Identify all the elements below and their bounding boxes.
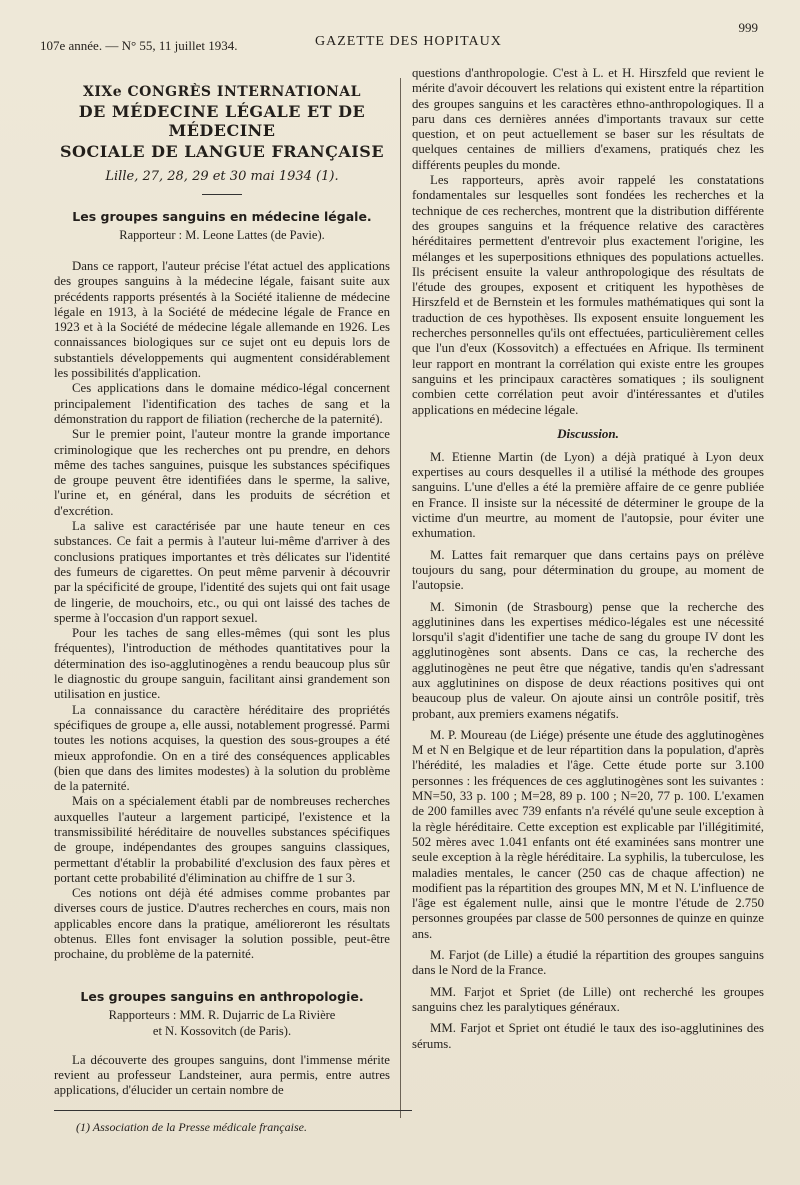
journal-title: GAZETTE DES HOPITAUX xyxy=(315,34,502,49)
page-header xyxy=(40,18,760,52)
paragraph: La salive est caractérisée par une haute teneur en ces substances. Ce fait a permis à l'auteur lui-même d'arriver à des conclusions pratiques importantes et très délicates sur l'identité des fumeurs de cigarettes. On peut même parvenir à découvrir par la spécificité de groupe, l'identité des sujets qui ont fait usage de lingerie, de mouchoirs, etc., ou qui ont laissé des taches de sperme à l'occasion d'un rapport sexuel. xyxy=(54,519,390,625)
paragraph: Les rapporteurs, après avoir rappelé les constatations fondamentales sur lesquelles sont fondées les recherches et la technique de ces recherches, montrent que la distribution différente des groupes sanguins et la fréquence relative des caractères héréditaires permettent d'entrevoir plus exactement l'origine, les mélanges et les superpositions ethniques des populations actuelles. Ils précisent ensuite la valeur anthropologique des résultats de l'étude des groupes, exposent et critiquent les hypothèses de Hirszfeld et de Bernstein et les formules mathématiques qui sont la traduction de ces hypothèses. Ils exposent ensuite longuement les recherches personnelles qu'ils ont effectuées, particulièrement celles que l'un d'eux (Kossovitch) a effectuées en Afrique. Ils terminent leur rapport en montrant la corrélation qui existe entre les groupes sanguins et les principaux caractères somatiques ; ils soulignent combien cette corrélation peut avoir d'intéressantes et d'utiles applications en médecine légale. xyxy=(412,173,764,417)
discussion-heading: Discussion. xyxy=(557,425,619,441)
title-separator xyxy=(202,194,242,195)
discussion-paragraph: MM. Farjot et Spriet (de Lille) ont recherché les groupes sanguins chez les paralytiques généraux. xyxy=(412,984,764,1014)
paragraph: Pour les taches de sang elles-mêmes (qui sont les plus fréquentes), l'introduction de méthodes quantitatives pour la détermination des iso-agglutinogènes a rendu beaucoup plus sûr le diagnostic du groupe sanguin, facilitant ainsi grandement son utilisation en justice. xyxy=(54,626,390,702)
paragraph: La connaissance du caractère héréditaire des propriétés spécifiques de groupe a, elle aussi, notablement progressé. Parmi toutes les notions acquises, la question des sous-groupes a été mieux approfondie. On en a tiré des conséquences applicables (bien que dans des limites modestes) à la solution du problème de la paternité. xyxy=(54,702,390,794)
paragraph: Sur le premier point, l'auteur montre la grande importance criminologique que les recherches ont pu prendre, en dehors même des taches sanguines, puisque les substances spécifiques de groupe peuvent être identifiées dans le sperme, la salive, l'urine et, en général, dans les produits de sécrétion et d'excrétion. xyxy=(54,427,390,518)
paragraph: La découverte des groupes sanguins, dont l'immense mérite revient au professeur Landsteiner, aura permis, entre autres applications, d'élucider un certain nombre de xyxy=(54,1052,390,1098)
section-title-anthropology: Les groupes sanguins en anthropologie. xyxy=(80,988,364,1004)
footnote: (1) Association de la Presse médicale française. xyxy=(76,1120,307,1134)
discussion-paragraph: MM. Farjot et Spriet ont étudié le taux des iso-agglutinines des sérums. xyxy=(412,1021,764,1051)
section-rapporteur-line-2: et N. Kossovitch (de Paris). xyxy=(152,1023,292,1038)
discussion-paragraph: M. Farjot (de Lille) a étudié la répartition des groupes sanguins dans le Nord de la France. xyxy=(412,948,764,978)
discussion-paragraph: M. Lattes fait remarquer que dans certains pays on prélève toujours du sang, pour détermination du groupe, au moment de l'autopsie. xyxy=(412,547,764,593)
discussion-paragraph: M. Simonin (de Strasbourg) pense que la recherche des agglutinines dans les expertises médico-légales est une nécessité lorsqu'il s'agit d'identifier une tache de sang du groupe IV dont les agglutinogènes sont absents. Dans ce cas, la recherche des agglutinogènes ne peut être que négative, tandis qu'en s'adressant aux agglutinines on dispose de deux réactions positives qui ont beaucoup plus de valeur. On ajoute ainsi un contrôle positif, très probant, aux premiers examens négatifs. xyxy=(412,599,764,721)
page-number: 999 xyxy=(738,20,758,35)
paragraph: Ces notions ont déjà été admises comme probantes par diverses cours de justice. D'autres recherches en cours, mais non applicables encore dans la pratique, amélioreront les résultats obtenus. Elles font envisager la solution possible, peut-être prochaine, du problème de la paternité. xyxy=(54,886,390,962)
congress-place-date: Lille, 27, 28, 29 et 30 mai 1934 (1). xyxy=(105,169,339,184)
discussion-paragraph: M. P. Moureau (de Liége) présente une étude des agglutinogènes M et N en Belgique et de leur répartition dans la population, d'après l'hérédité, les maladies et l'âge. Cette étude porte sur 3.100 personnes : les fréquences de ces agglutinogènes sont les suivantes : MN=50, 33 p. 100 ; M=28, 89 p. 100 ; N=20, 77 p. 100. L'examen de 200 familles avec 739 enfants n'a révélé qu'une seule exception à la règle héréditaire. Cette exception est explicable par l'illégitimité, 502 mères avec 1.041 enfants ont été examinées sans montrer une seule exception à la règle héréditaire. La syphilis, la tuberculose, les maladies mentales, le cancer (250 cas de chaque affection) ne modifient pas la répartition des groupes MN, M et N. L'influence de l'âge est également nulle, ainsi que le montre l'étude de 2.750 personnes groupées par classe de 500 personnes de quinze en quinze ans. xyxy=(412,727,764,941)
right-column xyxy=(412,66,764,1052)
left-column xyxy=(54,84,390,1099)
section-title-legal-medicine: Les groupes sanguins en médecine légale. xyxy=(72,209,372,224)
congress-title xyxy=(54,84,390,184)
paragraph: Ces applications dans le domaine médico-légal concernent principalement l'identification des taches de sang et la démonstration du rapport de filiation (recherche de la paternité). xyxy=(54,381,390,426)
section-rapporteur: Rapporteur : M. Leone Lattes (de Pavie). xyxy=(119,228,325,242)
column-divider xyxy=(400,78,401,1118)
paragraph: questions d'anthropologie. C'est à L. et H. Hirszfeld que revient le mérite d'avoir découvert les relations qui existent entre la répartition des groupes sanguins et les caractères ethno-anthropologiques. Il a paru dans ces dernières années d'importants travaux sur cette question, et on peut actuellement se baser sur les résultats de quelques centaines de milliers d'examens, pratiqués chez les différents peuples du monde. xyxy=(412,66,764,172)
title-line-2: DE MÉDECINE LÉGALE ET DE MÉDECINE xyxy=(78,102,366,140)
title-line-1: XIXe CONGRÈS INTERNATIONAL xyxy=(82,84,362,100)
title-line-3: SOCIALE DE LANGUE FRANÇAISE xyxy=(59,142,385,161)
discussion-paragraph: M. Etienne Martin (de Lyon) a déjà pratiqué à Lyon deux expertises au cours desquelles il a utilisé la méthode des groupes sanguins. L'une d'elles a été la première affaire de ce genre publiée en France. Il insiste sur la nécessité de déterminer le groupe de la victime d'un meurtre, au moment de l'autopsie, pour éviter une exhumation. xyxy=(412,449,764,541)
footnote-separator xyxy=(54,1110,412,1111)
issue-info: 107e année. — N° 55, 11 juillet 1934. xyxy=(40,38,238,53)
paragraph: Dans ce rapport, l'auteur précise l'état actuel des applications des groupes sanguins à la médecine légale, faisant suite aux précédents rapports présentés à la Société italienne de médecine légale en 1913, à la Société de médecine légale de France en 1923 et à la Société de médecine légale allemande en 1926. Les connaissances biologiques sur ce sujet ont eu depuis lors de substantiels développements qui augmentent considérablement les possibilités d'application. xyxy=(54,259,390,381)
paragraph: Mais on a spécialement établi par de nombreuses recherches auxquelles l'auteur a largement participé, l'existence et la transmissibilité héréditaire de nouvelles substances spécifiques de groupe, indépendantes des groupes sanguins classiques, permettant d'établir la probabilité d'exclusion des faux pères et portant cette probabilité d'élimination au chiffre de 1 sur 3. xyxy=(54,794,390,885)
section-rapporteur-line-1: Rapporteurs : MM. R. Dujarric de La Rivière xyxy=(108,1007,336,1022)
